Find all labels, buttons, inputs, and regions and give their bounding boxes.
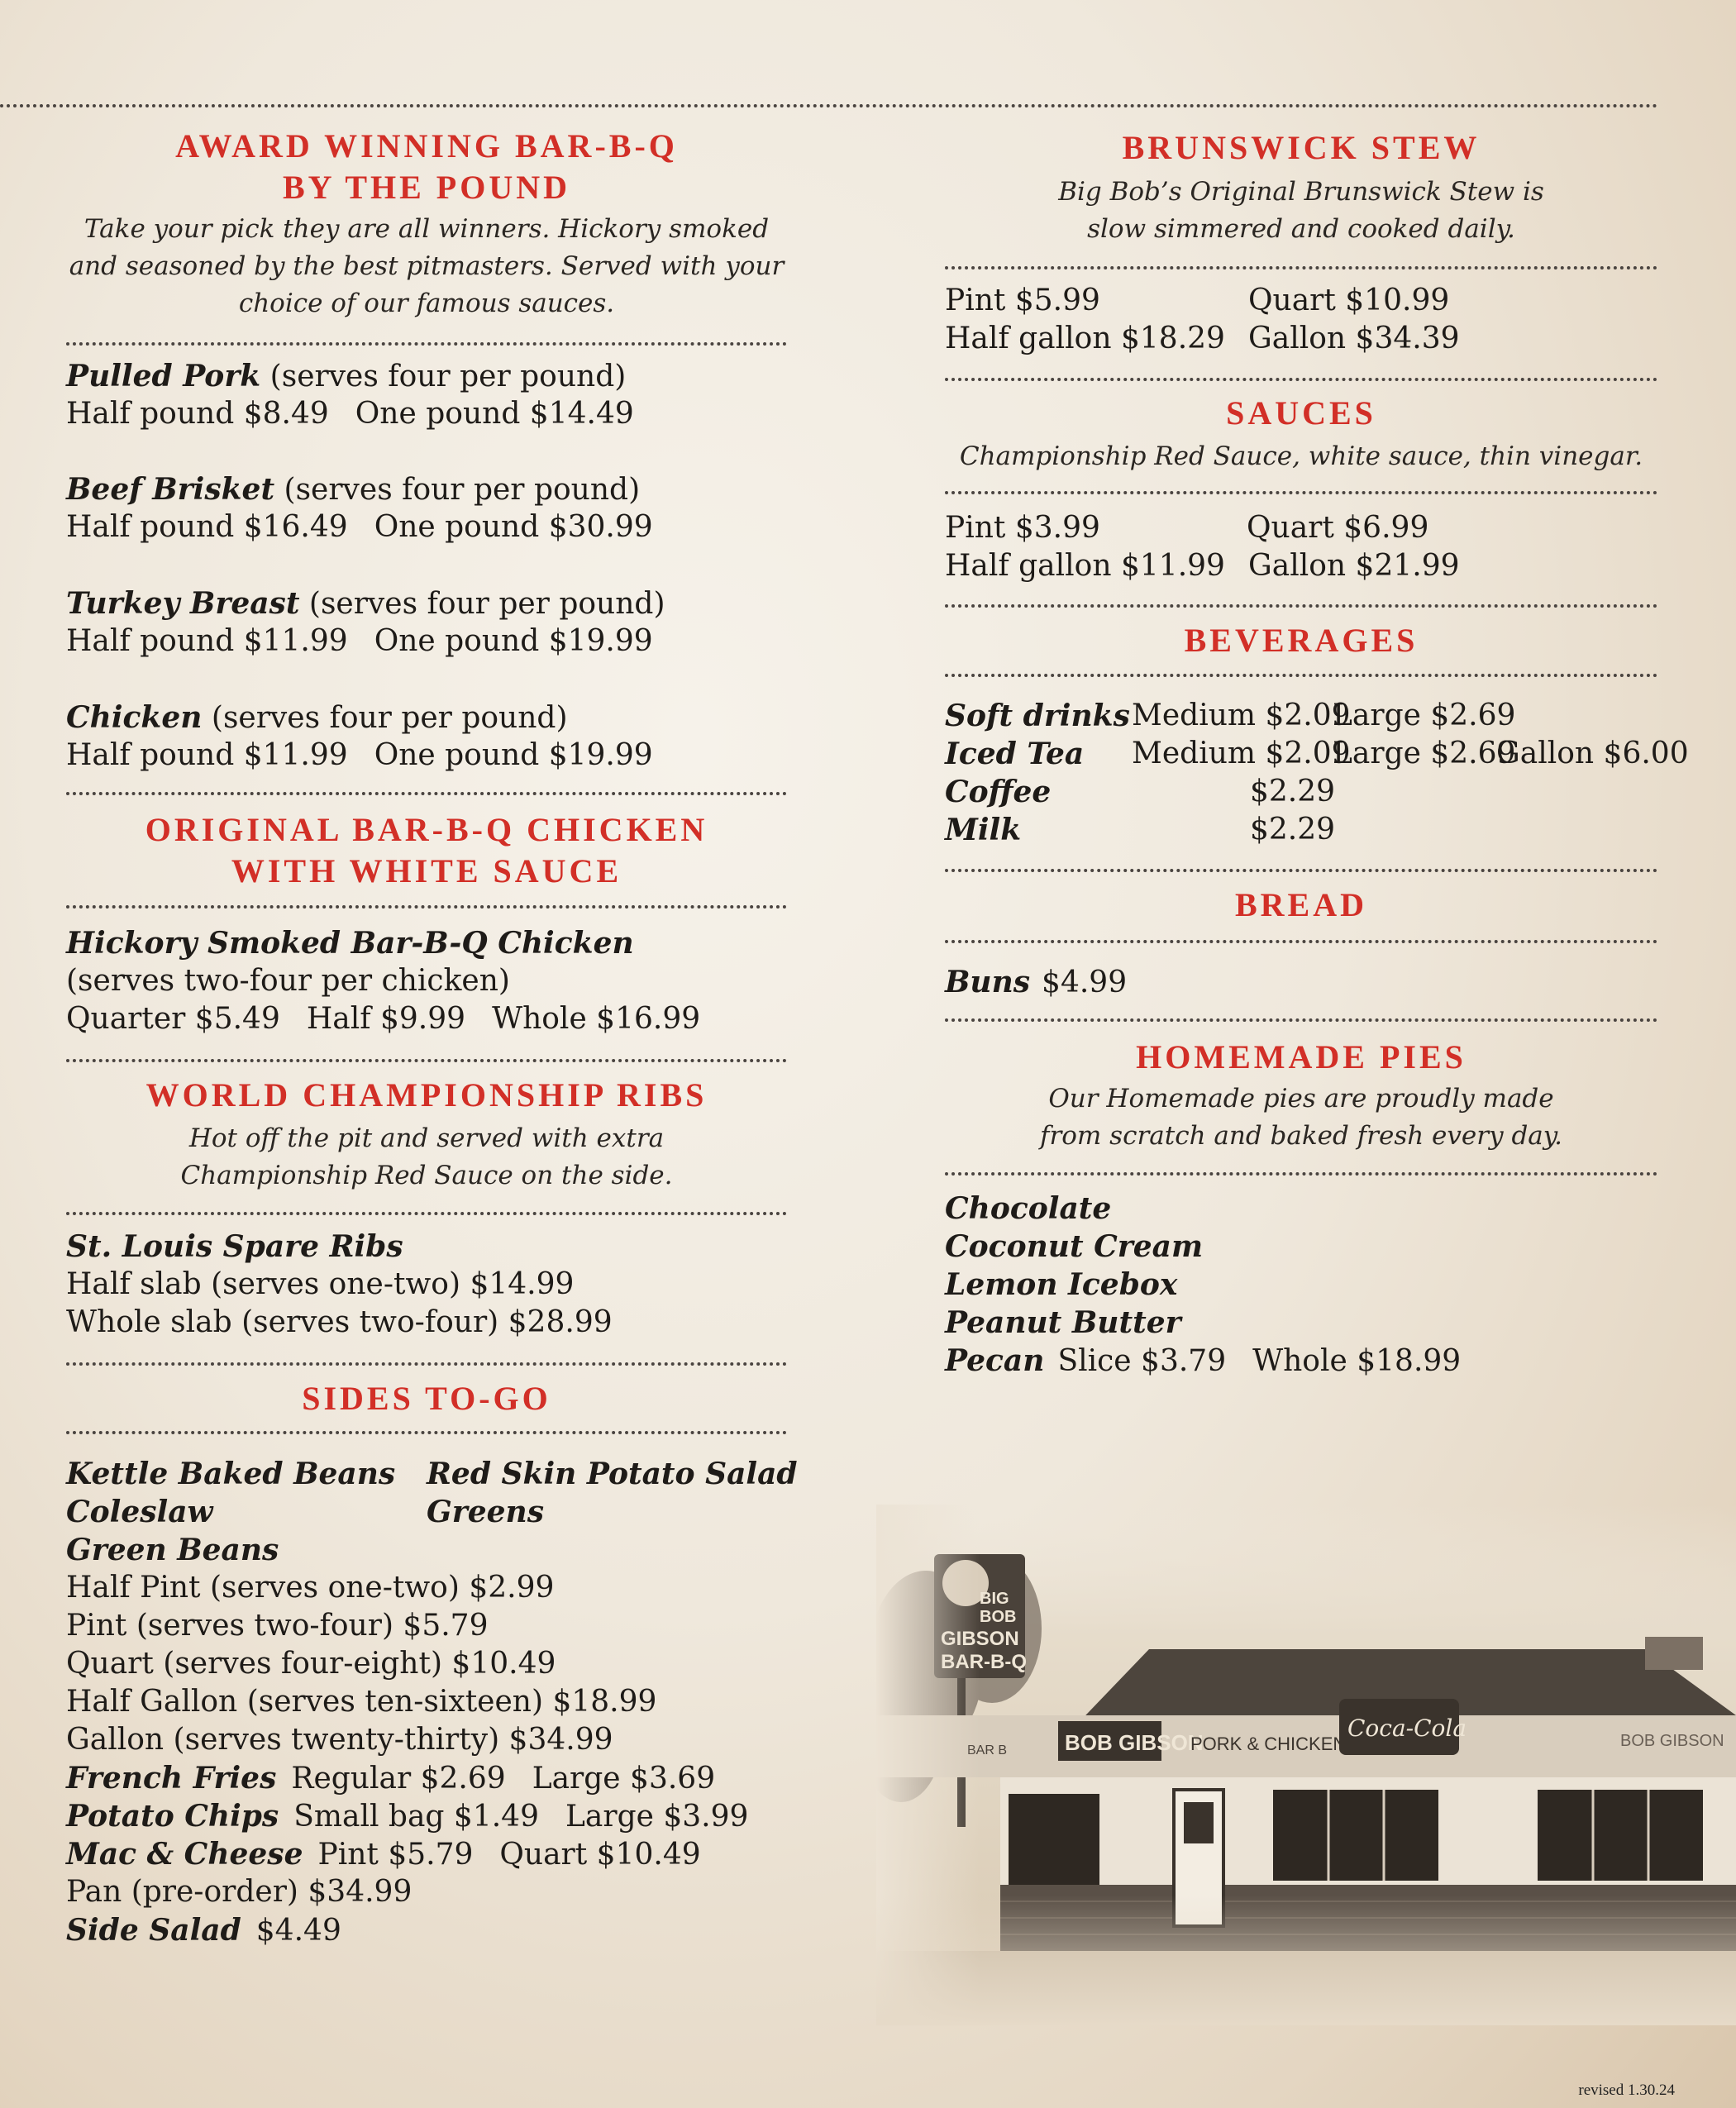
price-quart: Quart $10.49 <box>499 1838 701 1872</box>
price: $4.49 <box>255 1914 341 1948</box>
sauce-half-gallon: Half gallon $11.99 <box>945 549 1225 583</box>
chicken-heading-line1: ORIGINAL BAR-B-Q CHICKEN <box>145 811 708 848</box>
item-name: Pulled Pork <box>66 359 261 393</box>
divider <box>945 1018 1657 1022</box>
divider <box>945 940 1657 943</box>
side-greens <box>427 1493 544 1532</box>
menu-item-hickory-chicken <box>66 924 634 963</box>
price-whole: Whole $16.99 <box>492 1002 701 1036</box>
side-size-pint: Pint (serves two-four) $5.79 <box>66 1609 489 1643</box>
sauces-heading: SAUCES <box>1226 394 1376 432</box>
bev-coffee-price: $2.29 <box>1250 775 1336 808</box>
price-line <box>66 508 653 546</box>
revised-date: revised 1.30.24 <box>1578 2082 1675 2099</box>
item-note: (serves two-four per chicken) <box>66 964 510 998</box>
divider <box>945 674 1657 677</box>
beverages-heading: BEVERAGES <box>1184 622 1419 659</box>
divider <box>945 1172 1657 1176</box>
divider <box>945 604 1657 608</box>
divider <box>66 1059 787 1062</box>
pies-intro-1: Our Homemade pies are proudly made <box>1048 1084 1554 1114</box>
item-name: Lemon Icebox <box>945 1267 1178 1302</box>
side-size-quart: Quart (serves four-eight) $10.49 <box>66 1647 556 1681</box>
sauce-quart: Quart $6.99 <box>1247 511 1429 545</box>
stew-intro-2: slow simmered and cooked daily. <box>1087 214 1515 244</box>
ribs-intro-2: Championship Red Sauce on the side. <box>180 1161 673 1190</box>
restaurant-photo <box>876 1505 1736 2025</box>
bev-iced-tea-gallon: Gallon $6.00 <box>1496 737 1689 770</box>
item-name: Coleslaw <box>66 1495 213 1529</box>
price-regular: Regular $2.69 <box>291 1762 506 1796</box>
price-large: Large $3.99 <box>565 1800 749 1834</box>
item-name: Hickory Smoked Bar-B-Q Chicken <box>66 926 634 961</box>
bev-coffee <box>945 773 1051 812</box>
price-line <box>66 737 653 775</box>
menu-item-mac-cheese <box>66 1835 701 1874</box>
price-line <box>66 1000 700 1038</box>
stew-gallon: Gallon $34.39 <box>1248 322 1460 355</box>
bev-milk <box>945 811 1021 850</box>
menu-item-side-salad <box>66 1911 341 1950</box>
item-note: (serves four per pound) <box>202 701 568 735</box>
bev-soft-drinks <box>945 697 1130 736</box>
item-name: French Fries <box>66 1761 277 1796</box>
price-one: One pound $14.49 <box>355 397 634 431</box>
stew-quart: Quart $10.99 <box>1248 284 1450 317</box>
item-name: Milk <box>945 813 1022 847</box>
pie-pecan <box>945 1342 1461 1381</box>
stew-intro-1: Big Bob’s Original Brunswick Stew is <box>1058 177 1544 207</box>
stew-heading: BRUNSWICK STEW <box>1122 129 1481 166</box>
price-half: Half pound $11.99 <box>66 738 348 772</box>
side-size-half-pint: Half Pint (serves one-two) $2.99 <box>66 1571 555 1605</box>
item-name: Potato Chips <box>66 1799 279 1834</box>
divider <box>66 1431 787 1434</box>
item-name: Red Skin Potato Salad <box>427 1457 798 1491</box>
item-name: St. Louis Spare Ribs <box>66 1229 403 1264</box>
price-half: Half pound $16.49 <box>66 510 348 544</box>
price-quarter: Quarter $5.49 <box>66 1002 280 1036</box>
bev-iced-tea-large: Large $2.69 <box>1333 737 1516 770</box>
item-name: Chocolate <box>945 1191 1112 1226</box>
price-large: Large $3.69 <box>532 1762 716 1796</box>
side-size-half-gallon: Half Gallon (serves ten-sixteen) $18.99 <box>66 1685 657 1719</box>
divider <box>66 342 787 346</box>
bev-iced-tea <box>945 735 1084 774</box>
item-name: Beef Brisket <box>66 472 275 507</box>
menu-item-spare-ribs <box>66 1228 403 1266</box>
side-potato-salad <box>427 1455 798 1494</box>
divider <box>945 378 1657 381</box>
chicken-heading-line2: WITH WHITE SAUCE <box>231 852 622 889</box>
pies-intro-2: from scratch and baked fresh every day. <box>1039 1121 1563 1151</box>
price-whole: Whole $18.99 <box>1252 1344 1462 1378</box>
menu-item-pulled-pork <box>66 357 626 396</box>
pies-heading: HOMEMADE PIES <box>1136 1038 1467 1075</box>
bbq-intro-1: Take your pick they are all winners. Hickory smoked <box>83 214 770 244</box>
stew-pint: Pint $5.99 <box>945 284 1100 317</box>
divider <box>945 491 1657 494</box>
bev-milk-price: $2.29 <box>1250 813 1336 847</box>
stew-half-gallon: Half gallon $18.29 <box>945 322 1225 355</box>
mac-pan-price: Pan (pre-order) $34.99 <box>66 1875 413 1909</box>
pie-chocolate <box>945 1190 1111 1228</box>
menu-item-chicken <box>66 699 568 737</box>
bbq-intro-2: and seasoned by the best pitmasters. Served with your <box>69 251 785 281</box>
divider <box>66 792 787 795</box>
item-name: Soft drinks <box>945 699 1130 733</box>
item-name: Turkey Breast <box>66 586 300 621</box>
price: $4.99 <box>1042 966 1128 999</box>
divider <box>66 1362 787 1366</box>
price-pint: Pint $5.79 <box>317 1838 474 1872</box>
ribs-intro-1: Hot off the pit and served with extra <box>188 1123 665 1153</box>
price-one: One pound $19.99 <box>374 738 653 772</box>
item-note: (serves four per pound) <box>299 587 665 621</box>
pie-coconut-cream <box>945 1228 1203 1266</box>
item-name: Greens <box>427 1495 544 1529</box>
item-name: Iced Tea <box>945 737 1085 771</box>
item-note: (serves four per pound) <box>274 473 641 507</box>
item-name: Side Salad <box>66 1913 241 1948</box>
menu-item-beef-brisket <box>66 470 640 509</box>
bev-soft-drinks-large: Large $2.69 <box>1333 699 1516 732</box>
side-size-gallon: Gallon (serves twenty-thirty) $34.99 <box>66 1723 613 1757</box>
pie-peanut-butter <box>945 1304 1181 1343</box>
item-name: Pecan <box>945 1343 1045 1378</box>
item-note: (serves four per pound) <box>260 360 627 393</box>
menu-item-potato-chips <box>66 1797 748 1836</box>
price-half-slab: Half slab (serves one-two) $14.99 <box>66 1267 575 1301</box>
bbq-intro-3: choice of our famous sauces. <box>238 289 615 318</box>
bev-soft-drinks-medium: Medium $2.09 <box>1132 699 1351 732</box>
divider <box>66 905 787 909</box>
price-half: Half $9.99 <box>306 1002 466 1036</box>
divider <box>945 266 1657 269</box>
side-coleslaw <box>66 1493 213 1532</box>
price-half: Half pound $8.49 <box>66 397 329 431</box>
side-kettle-beans <box>66 1455 395 1494</box>
price-line <box>66 395 634 433</box>
price-half: Half pound $11.99 <box>66 624 348 658</box>
price-one: One pound $19.99 <box>374 624 653 658</box>
sauces-intro: Championship Red Sauce, white sauce, thin vinegar. <box>959 441 1643 471</box>
ribs-heading: WORLD CHAMPIONSHIP RIBS <box>145 1076 708 1114</box>
bbq-heading-line2: BY THE POUND <box>282 169 571 206</box>
menu-item-buns <box>945 963 1127 1002</box>
side-green-beans <box>66 1531 279 1570</box>
bbq-heading-line1: AWARD WINNING BAR-B-Q <box>175 127 678 165</box>
menu-item-french-fries <box>66 1759 715 1798</box>
price-line <box>66 622 653 661</box>
price-one: One pound $30.99 <box>374 510 653 544</box>
item-name: Green Beans <box>66 1533 279 1567</box>
sauce-gallon: Gallon $21.99 <box>1248 549 1460 583</box>
pie-lemon-icebox <box>945 1266 1177 1304</box>
menu-item-turkey-breast <box>66 584 665 623</box>
divider <box>66 1212 787 1215</box>
bev-iced-tea-medium: Medium $2.09 <box>1132 737 1351 770</box>
divider <box>945 869 1657 872</box>
price-slice: Slice $3.79 <box>1057 1344 1227 1378</box>
bread-heading: BREAD <box>1234 886 1368 923</box>
item-name: Chicken <box>66 700 203 735</box>
item-name: Peanut Butter <box>945 1305 1181 1340</box>
sides-heading: SIDES TO-GO <box>302 1380 551 1417</box>
item-name: Mac & Cheese <box>66 1837 303 1872</box>
item-name: Kettle Baked Beans <box>66 1457 396 1491</box>
sauce-pint: Pint $3.99 <box>945 511 1100 545</box>
price-small: Small bag $1.49 <box>293 1800 539 1834</box>
item-name: Buns <box>945 965 1031 999</box>
top-divider <box>0 104 1658 107</box>
item-name: Coconut Cream <box>945 1229 1204 1264</box>
price-whole-slab: Whole slab (serves two-four) $28.99 <box>66 1305 613 1339</box>
item-name: Coffee <box>945 775 1052 809</box>
